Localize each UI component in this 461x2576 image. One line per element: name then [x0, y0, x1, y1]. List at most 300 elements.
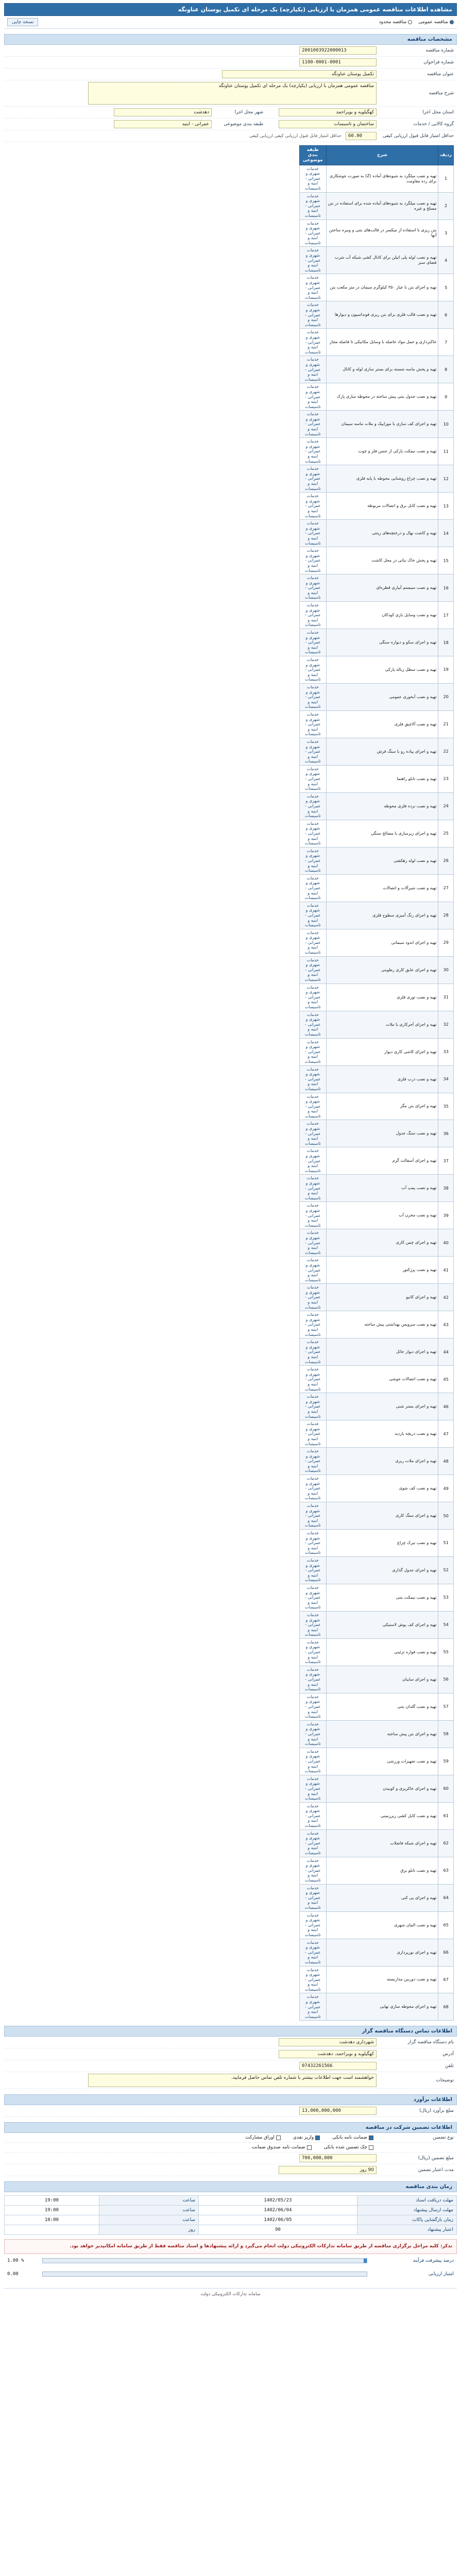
table-row: [300, 301, 454, 329]
rating-hint: حداقل امتیاز قابل قبول ارزیابی کیفی ارزیابی کیفی: [249, 133, 342, 139]
date-label: ساعت: [99, 2206, 198, 2215]
item-number: 39: [438, 1202, 454, 1229]
label-tender-number: شماره مناقصه: [425, 48, 454, 53]
label-title: عنوان مناقصه: [427, 72, 454, 77]
item-number: 45: [438, 1366, 454, 1393]
row-province: [4, 107, 457, 118]
item-category[interactable]: خدمات شهری و عمرانی - ابنیه و تاسیسات: [300, 1448, 327, 1475]
item-description: تهیه و نصب سطل زباله پارکی: [326, 656, 438, 684]
radio-limited-dot[interactable]: [408, 20, 412, 24]
table-row: [300, 1420, 454, 1448]
date-value: 10:00: [5, 2215, 99, 2225]
item-category[interactable]: خدمات شهری و عمرانی - ابنیه و تاسیسات: [300, 1911, 327, 1939]
item-number: 52: [438, 1556, 454, 1584]
item-description: تهیه و اجرای پی کنی: [326, 1884, 438, 1911]
table-row: [300, 874, 454, 902]
field-estimate: 13,000,000,000: [299, 2107, 377, 2115]
label-description: شرح مناقصه: [429, 91, 454, 96]
item-description: تهیه و اجرای بتن با عیار ۳۵۰ کیلوگرم سیمان در متر مکعب بتن: [326, 274, 438, 301]
item-description: تهیه و نصب دوربین مداربسته: [326, 1966, 438, 1993]
field-description: مناقصه عمومی همزمان با ارزیابی (یکپارچه) یک مرحله ای تکمیل پوستان عناونگه: [88, 82, 377, 105]
item-number: 49: [438, 1475, 454, 1502]
print-button[interactable]: نسخه چاپی: [7, 18, 38, 26]
item-number: 43: [438, 1311, 454, 1338]
item-category[interactable]: خدمات شهری و عمرانی - ابنیه و تاسیسات: [300, 493, 327, 520]
item-category[interactable]: خدمات شهری و عمرانی - ابنیه و تاسیسات: [300, 547, 327, 574]
section-guarantee: اطلاعات تضمین شرکت در مناقصه: [4, 2122, 457, 2133]
table-row: [300, 792, 454, 820]
item-number: 11: [438, 438, 454, 465]
table-row: [300, 1584, 454, 1611]
item-description: تهیه و نصب پمپ آب: [326, 1175, 438, 1202]
item-number: 54: [438, 1611, 454, 1638]
item-category[interactable]: خدمات شهری و عمرانی - ابنیه و تاسیسات: [300, 1120, 327, 1147]
item-number: 18: [438, 629, 454, 656]
item-number: 56: [438, 1666, 454, 1693]
item-category[interactable]: خدمات شهری و عمرانی - ابنیه و تاسیسات: [300, 1038, 327, 1065]
checkbox-cheque[interactable]: [324, 2145, 374, 2150]
table-row: [300, 956, 454, 984]
row-group: [4, 118, 457, 130]
item-number: 55: [438, 1638, 454, 1666]
item-category[interactable]: خدمات شهری و عمرانی - ابنیه و تاسیسات: [300, 1065, 327, 1093]
items-header-category: طبقه بندی موضوعی: [300, 146, 327, 165]
item-category[interactable]: خدمات شهری و عمرانی - ابنیه و تاسیسات: [300, 629, 327, 656]
item-category[interactable]: خدمات شهری و عمرانی - ابنیه و تاسیسات: [300, 1311, 327, 1338]
table-row: [300, 1120, 454, 1147]
item-number: 37: [438, 1147, 454, 1175]
item-number: 32: [438, 1011, 454, 1038]
item-category[interactable]: خدمات شهری و عمرانی - ابنیه و تاسیسات: [300, 574, 327, 602]
table-row: [300, 465, 454, 493]
table-row: [300, 602, 454, 629]
radio-public-label: مناقصه عمومی: [418, 20, 448, 25]
item-category[interactable]: خدمات شهری و عمرانی - ابنیه و تاسیسات: [300, 1475, 327, 1502]
date-label: ساعت: [99, 2215, 198, 2225]
item-number: 6: [438, 301, 454, 329]
item-number: 15: [438, 547, 454, 574]
item-category[interactable]: خدمات شهری و عمرانی - ابنیه و تاسیسات: [300, 1666, 327, 1693]
item-description: تهیه و نصب نیمکت پارکی از جنس فلز و چوب: [326, 438, 438, 465]
item-description: تهیه و اجرای محوطه سازی نهایی: [326, 1993, 438, 2021]
progress-label-0: درصد پیشرفت فرآیند: [413, 2258, 454, 2263]
progress-label-1: امتیاز ارزیابی: [428, 2271, 454, 2277]
item-category[interactable]: خدمات شهری و عمرانی - ابنیه و تاسیسات: [300, 520, 327, 547]
item-description: تهیه و اجرای اندود سیمانی: [326, 929, 438, 956]
table-row: [300, 765, 454, 792]
checkbox-fund-box[interactable]: [307, 2145, 312, 2150]
table-row: [300, 902, 454, 929]
checkbox-fund[interactable]: [252, 2145, 312, 2150]
checkbox-cheque-label: چک تضمین شده بانکی: [323, 2145, 367, 2150]
item-category[interactable]: خدمات شهری و عمرانی - ابنیه و تاسیسات: [300, 656, 327, 684]
item-category[interactable]: خدمات شهری و عمرانی - ابنیه و تاسیسات: [300, 192, 327, 219]
item-number: 7: [438, 329, 454, 356]
item-description: تهیه و اجرای آسفالت گرم: [326, 1147, 438, 1175]
label-group: گروه کالایی / خدمات: [413, 122, 454, 127]
item-description: تهیه و نصب تابلو برق: [326, 1857, 438, 1884]
checkbox-bonds-box[interactable]: [276, 2136, 281, 2140]
field-group: ساختمان و تاسیسات: [279, 120, 377, 128]
date-value: 19:00: [5, 2206, 99, 2215]
item-category[interactable]: خدمات شهری و عمرانی - ابنیه و تاسیسات: [300, 820, 327, 847]
item-category[interactable]: خدمات شهری و عمرانی - ابنیه و تاسیسات: [300, 1556, 327, 1584]
item-category[interactable]: خدمات شهری و عمرانی - ابنیه و تاسیسات: [300, 1366, 327, 1393]
table-row: [300, 1284, 454, 1311]
item-category[interactable]: خدمات شهری و عمرانی - ابنیه و تاسیسات: [300, 383, 327, 411]
item-description: تهیه و اجرای کانیو: [326, 1284, 438, 1311]
item-description: تهیه و نصب پرژکتور: [326, 1257, 438, 1284]
table-row: [300, 820, 454, 847]
item-description: تهیه و نصب لوله زهکشی: [326, 847, 438, 874]
label-city: شهر محل اجرا: [234, 110, 263, 115]
item-category[interactable]: خدمات شهری و عمرانی - ابنیه و تاسیسات: [300, 1611, 327, 1638]
radio-public-dot[interactable]: [450, 20, 454, 24]
item-category[interactable]: خدمات شهری و عمرانی - ابنیه و تاسیسات: [300, 738, 327, 765]
checkbox-cheque-box[interactable]: [369, 2145, 373, 2150]
checkbox-cash-label: واریز نقدی: [293, 2135, 314, 2141]
table-row: [300, 847, 454, 874]
row-guarantee-validity: [4, 2164, 457, 2176]
table-row: [300, 1939, 454, 1966]
label-province: استان محل اجرا: [422, 110, 454, 115]
table-row: [300, 1065, 454, 1093]
item-number: 61: [438, 1802, 454, 1829]
label-estimate: مبلغ برآورد (ریال): [419, 2108, 454, 2114]
row-note: [4, 2072, 457, 2089]
item-category[interactable]: خدمات شهری و عمرانی - ابنیه و تاسیسات: [300, 1829, 327, 1857]
item-description: تهیه و نصب گلدان بتنی: [326, 1693, 438, 1720]
table-row: [300, 1393, 454, 1420]
item-number: 14: [438, 520, 454, 547]
item-number: 40: [438, 1229, 454, 1257]
item-category[interactable]: خدمات شهری و عمرانی - ابنیه و تاسیسات: [300, 984, 327, 1011]
item-description: تهیه و نصب سنگ جدول: [326, 1120, 438, 1147]
label-guarantee-type: نوع تضمین: [433, 2135, 454, 2141]
item-number: 12: [438, 465, 454, 493]
row-guarantee-types-2: [4, 2143, 457, 2153]
item-description: تهیه و نصب سیستم آبیاری قطره‌ای: [326, 574, 438, 602]
item-category[interactable]: خدمات شهری و عمرانی - ابنیه و تاسیسات: [300, 1802, 327, 1829]
item-number: 2: [438, 192, 454, 219]
item-number: 53: [438, 1584, 454, 1611]
item-category[interactable]: خدمات شهری و عمرانی - ابنیه و تاسیسات: [300, 847, 327, 874]
date-value: [5, 2225, 99, 2235]
item-category[interactable]: خدمات شهری و عمرانی - ابنیه و تاسیسات: [300, 874, 327, 902]
item-category[interactable]: خدمات شهری و عمرانی - ابنیه و تاسیسات: [300, 1257, 327, 1284]
row-description: [4, 80, 457, 107]
checkbox-bonds[interactable]: [245, 2135, 281, 2140]
item-category[interactable]: خدمات شهری و عمرانی - ابنیه و تاسیسات: [300, 1175, 327, 1202]
field-phone: 07432261566: [299, 2062, 377, 2070]
item-description: تهیه و نصب مخزن آب: [326, 1202, 438, 1229]
item-number: 38: [438, 1175, 454, 1202]
table-row: [300, 629, 454, 656]
dates-row: [5, 2225, 457, 2235]
table-row: [300, 1311, 454, 1338]
item-description: تهیه و نصب چراغ روشنایی محوطه با پایه فلزی: [326, 465, 438, 493]
item-category[interactable]: خدمات شهری و عمرانی - ابنیه و تاسیسات: [300, 1229, 327, 1257]
item-number: 36: [438, 1120, 454, 1147]
item-category[interactable]: خدمات شهری و عمرانی - ابنیه و تاسیسات: [300, 1638, 327, 1666]
item-category[interactable]: خدمات شهری و عمرانی - ابنیه و تاسیسات: [300, 1420, 327, 1448]
item-category[interactable]: خدمات شهری و عمرانی - ابنیه و تاسیسات: [300, 902, 327, 929]
item-description: تهیه و نصب وسایل بازی کودکان: [326, 602, 438, 629]
item-description: تهیه و نصب آلاچیق فلزی: [326, 710, 438, 738]
row-guarantee-types: [4, 2133, 457, 2143]
dates-row: [5, 2196, 457, 2206]
table-row: [300, 1884, 454, 1911]
item-category[interactable]: خدمات شهری و عمرانی - ابنیه و تاسیسات: [300, 1530, 327, 1557]
table-row: [300, 411, 454, 438]
field-org-name: شهرداری دهدشت: [279, 2038, 377, 2046]
item-category[interactable]: خدمات شهری و عمرانی - ابنیه و تاسیسات: [300, 329, 327, 356]
table-row: [300, 574, 454, 602]
table-row: [300, 656, 454, 684]
item-number: 24: [438, 792, 454, 820]
item-number: 4: [438, 247, 454, 274]
checkbox-bank-guarantee-label: ضمانت نامه بانکی: [332, 2135, 367, 2141]
table-row: [300, 1638, 454, 1666]
date-value: 1402/06/05: [198, 2215, 357, 2225]
item-number: 21: [438, 710, 454, 738]
field-title: تکمیل پوستان عناونگه: [222, 70, 377, 78]
item-category[interactable]: خدمات شهری و عمرانی - ابنیه و تاسیسات: [300, 602, 327, 629]
table-row: [300, 247, 454, 274]
item-category[interactable]: خدمات شهری و عمرانی - ابنیه و تاسیسات: [300, 165, 327, 192]
row-call-number: [4, 57, 457, 69]
date-value: 90: [198, 2225, 357, 2235]
item-category[interactable]: خدمات شهری و عمرانی - ابنیه و تاسیسات: [300, 1011, 327, 1038]
item-description: تهیه و نصب سرویس بهداشتی پیش ساخته: [326, 1311, 438, 1338]
item-description: تهیه و نصب کف شوی: [326, 1475, 438, 1502]
section-estimate: اطلاعات برآورد: [4, 2094, 457, 2105]
item-category[interactable]: خدمات شهری و عمرانی - ابنیه و تاسیسات: [300, 1338, 327, 1366]
items-header-name: شرح: [326, 146, 438, 165]
item-category[interactable]: خدمات شهری و عمرانی - ابنیه و تاسیسات: [300, 1720, 327, 1748]
dates-row: [5, 2215, 457, 2225]
item-category[interactable]: خدمات شهری و عمرانی - ابنیه و تاسیسات: [300, 356, 327, 383]
item-category[interactable]: خدمات شهری و عمرانی - ابنیه و تاسیسات: [300, 1939, 327, 1966]
item-category[interactable]: خدمات شهری و عمرانی - ابنیه و تاسیسات: [300, 683, 327, 710]
item-number: 10: [438, 411, 454, 438]
table-row: [300, 1475, 454, 1502]
progress-bar-1: [42, 2272, 367, 2277]
checkbox-cash-box[interactable]: [315, 2136, 320, 2140]
item-category[interactable]: خدمات شهری و عمرانی - ابنیه و تاسیسات: [300, 1584, 327, 1611]
radio-public[interactable]: [418, 20, 454, 25]
label-guarantee-validity: مدت اعتبار تضمین: [418, 2167, 454, 2173]
item-number: 60: [438, 1775, 454, 1802]
table-row: [300, 710, 454, 738]
item-description: تهیه و نصب کابل برق و اتصالات مربوطه: [326, 493, 438, 520]
row-address: [4, 2048, 457, 2060]
item-number: 62: [438, 1829, 454, 1857]
item-number: 19: [438, 656, 454, 684]
table-row: [300, 493, 454, 520]
table-row: [300, 1147, 454, 1175]
table-row: [300, 1911, 454, 1939]
item-description: تهیه و اجرای چمن کاری: [326, 1229, 438, 1257]
item-description: تهیه و اجرای رنگ آمیزی سطوح فلزی: [326, 902, 438, 929]
item-category[interactable]: خدمات شهری و عمرانی - ابنیه و تاسیسات: [300, 1857, 327, 1884]
table-row: [300, 520, 454, 547]
row-rating: [4, 130, 457, 142]
table-row: [300, 1202, 454, 1229]
dates-row: [5, 2206, 457, 2215]
row-org-name: [4, 2037, 457, 2048]
items-body: [300, 165, 454, 2021]
item-description: تهیه و نصب المان شهری: [326, 1911, 438, 1939]
item-category[interactable]: خدمات شهری و عمرانی - ابنیه و تاسیسات: [300, 1884, 327, 1911]
checkbox-cash[interactable]: [293, 2135, 320, 2140]
item-category[interactable]: خدمات شهری و عمرانی - ابنیه و تاسیسات: [300, 274, 327, 301]
table-row: [300, 1175, 454, 1202]
page-title: مشاهده اطلاعات مناقصه عمومی همزمان با ارزیابی (یکپارچه) یک مرحله ای تکمیل پوستان عناونگه: [4, 3, 457, 16]
item-category[interactable]: خدمات شهری و عمرانی - ابنیه و تاسیسات: [300, 956, 327, 984]
item-description: تهیه و نصب تیرک چراغ: [326, 1530, 438, 1557]
item-description: تهیه و نصب نیمکت بتنی: [326, 1584, 438, 1611]
item-description: تهیه و نصب میلگرد به شیوه‌های آماده شده برای استفاده در بتن مسلح و غیره: [326, 192, 438, 219]
checkbox-bank-guarantee-box[interactable]: [369, 2136, 373, 2140]
item-category[interactable]: خدمات شهری و عمرانی - ابنیه و تاسیسات: [300, 1284, 327, 1311]
tender-type-radios: [379, 20, 454, 25]
table-row: [300, 1530, 454, 1557]
checkbox-bonds-label: اوراق مشارکت: [245, 2135, 275, 2141]
item-description: تهیه و اجرای ملات ریزی: [326, 1448, 438, 1475]
label-note: توضیحات: [436, 2078, 454, 2083]
field-note: خواهشمند است جهت اطلاعات بیشتر با شماره تلفن تماس حاصل فرمایید.: [88, 2074, 377, 2087]
item-number: 8: [438, 356, 454, 383]
item-description: تهیه و نصب اتصالات جوشی: [326, 1366, 438, 1393]
item-description: تهیه و اجرای دیوار حائل: [326, 1338, 438, 1366]
item-number: 57: [438, 1693, 454, 1720]
item-number: 23: [438, 765, 454, 792]
item-description: تهیه و اجرای کاشی کاری دیوار: [326, 1038, 438, 1065]
progress-fill-0: [364, 2259, 367, 2263]
item-number: 58: [438, 1720, 454, 1748]
field-city: دهدشت: [114, 108, 212, 116]
item-number: 68: [438, 1993, 454, 2021]
item-number: 29: [438, 929, 454, 956]
item-number: 33: [438, 1038, 454, 1065]
item-number: 66: [438, 1939, 454, 1966]
item-description: تهیه و نصب لوله پلی اتیلن برای کانال کشی شبکه آب شرب فضای سبز: [326, 247, 438, 274]
table-row: [300, 274, 454, 301]
item-category[interactable]: خدمات شهری و عمرانی - ابنیه و تاسیسات: [300, 247, 327, 274]
field-rating: 60.00: [346, 132, 377, 140]
table-row: [300, 1611, 454, 1638]
item-category[interactable]: خدمات شهری و عمرانی - ابنیه و تاسیسات: [300, 792, 327, 820]
table-row: [300, 383, 454, 411]
item-number: 27: [438, 874, 454, 902]
item-description: تهیه و اجرای سنگ کاری: [326, 1502, 438, 1530]
table-row: [300, 1338, 454, 1366]
item-number: 44: [438, 1338, 454, 1366]
table-row: [300, 356, 454, 383]
table-row: [300, 1993, 454, 2021]
item-number: 50: [438, 1502, 454, 1530]
item-description: تهیه و اجرای سکو و دیواره سنگی: [326, 629, 438, 656]
checkbox-bank-guarantee[interactable]: [332, 2135, 373, 2140]
notice-text: تذکر: کلیه مراحل برگزاری مناقصه از طریق سامانه تدارکات الکترونیکی دولت انجام می‌گیرد و ارائه پیشنهادها و اسناد مناقصه فقط از طریق سامانه امکانپذیر خواهد بود.: [4, 2239, 457, 2253]
item-number: 63: [438, 1857, 454, 1884]
date-label: اعتبار پیشنهاد: [357, 2225, 456, 2235]
table-row: [300, 438, 454, 465]
table-row: [300, 1693, 454, 1720]
footer-text: سامانه تدارکات الکترونیکی دولت: [4, 2288, 457, 2297]
progress-bar-0: [42, 2258, 367, 2263]
radio-limited[interactable]: [379, 20, 413, 25]
item-number: 67: [438, 1966, 454, 1993]
item-number: 25: [438, 820, 454, 847]
table-row: [300, 1666, 454, 1693]
date-label: مهلت دریافت اسناد: [357, 2196, 456, 2206]
item-category[interactable]: خدمات شهری و عمرانی - ابنیه و تاسیسات: [300, 1502, 327, 1530]
items-header-num: ردیف: [438, 146, 454, 165]
item-category[interactable]: خدمات شهری و عمرانی - ابنیه و تاسیسات: [300, 1202, 327, 1229]
item-category[interactable]: خدمات شهری و عمرانی - ابنیه و تاسیسات: [300, 710, 327, 738]
item-category[interactable]: خدمات شهری و عمرانی - ابنیه و تاسیسات: [300, 465, 327, 493]
table-row: [300, 1038, 454, 1065]
item-category[interactable]: خدمات شهری و عمرانی - ابنیه و تاسیسات: [300, 1993, 327, 2021]
date-value: 1402/06/04: [198, 2206, 357, 2215]
item-description: تهیه و نصب قالب فلزی برای بتن ریزی فونداسیون و دیوارها: [326, 301, 438, 329]
item-category[interactable]: خدمات شهری و عمرانی - ابنیه و تاسیسات: [300, 219, 327, 247]
radio-limited-label: مناقصه محدود: [379, 20, 407, 25]
table-row: [300, 1829, 454, 1857]
item-category[interactable]: خدمات شهری و عمرانی - ابنیه و تاسیسات: [300, 1775, 327, 1802]
table-row: [300, 1720, 454, 1748]
row-guarantee-amount: [4, 2153, 457, 2164]
table-row: [300, 1366, 454, 1393]
item-number: 9: [438, 383, 454, 411]
item-category[interactable]: خدمات شهری و عمرانی - ابنیه و تاسیسات: [300, 438, 327, 465]
table-row: [300, 929, 454, 956]
table-row: [300, 1448, 454, 1475]
item-category[interactable]: خدمات شهری و عمرانی - ابنیه و تاسیسات: [300, 765, 327, 792]
item-number: 16: [438, 574, 454, 602]
item-category[interactable]: خدمات شهری و عمرانی - ابنیه و تاسیسات: [300, 411, 327, 438]
table-row: [300, 547, 454, 574]
label-call-number: شماره فراخوان: [423, 60, 454, 65]
table-row: [300, 1775, 454, 1802]
item-category[interactable]: خدمات شهری و عمرانی - ابنیه و تاسیسات: [300, 1147, 327, 1175]
table-row: [300, 329, 454, 356]
tender-type-row: [4, 16, 457, 29]
section-dates: زمان بندی مناقصه: [4, 2181, 457, 2192]
field-guarantee-validity: 90 روز: [279, 2166, 377, 2174]
item-description: تهیه و نصب دریچه بازدید: [326, 1420, 438, 1448]
table-row: [300, 192, 454, 219]
item-category[interactable]: خدمات شهری و عمرانی - ابنیه و تاسیسات: [300, 1693, 327, 1720]
item-description: تهیه و اجرای خاکریزی و کوبیدن: [326, 1775, 438, 1802]
table-row: [300, 984, 454, 1011]
date-label: ساعت: [99, 2196, 198, 2206]
item-category[interactable]: خدمات شهری و عمرانی - ابنیه و تاسیسات: [300, 1748, 327, 1775]
label-guarantee-amount: مبلغ تضمین (ریال): [418, 2156, 454, 2161]
item-description: تهیه و اجرای نورپردازی: [326, 1939, 438, 1966]
item-number: 51: [438, 1530, 454, 1557]
item-category[interactable]: خدمات شهری و عمرانی - ابنیه و تاسیسات: [300, 1393, 327, 1420]
item-category[interactable]: خدمات شهری و عمرانی - ابنیه و تاسیسات: [300, 1966, 327, 1993]
item-category[interactable]: خدمات شهری و عمرانی - ابنیه و تاسیسات: [300, 1093, 327, 1120]
date-label: زمان بازگشایی پاکات: [357, 2215, 456, 2225]
item-number: 5: [438, 274, 454, 301]
item-category[interactable]: خدمات شهری و عمرانی - ابنیه و تاسیسات: [300, 301, 327, 329]
date-value: 19:00: [5, 2196, 99, 2206]
item-category[interactable]: خدمات شهری و عمرانی - ابنیه و تاسیسات: [300, 929, 327, 956]
